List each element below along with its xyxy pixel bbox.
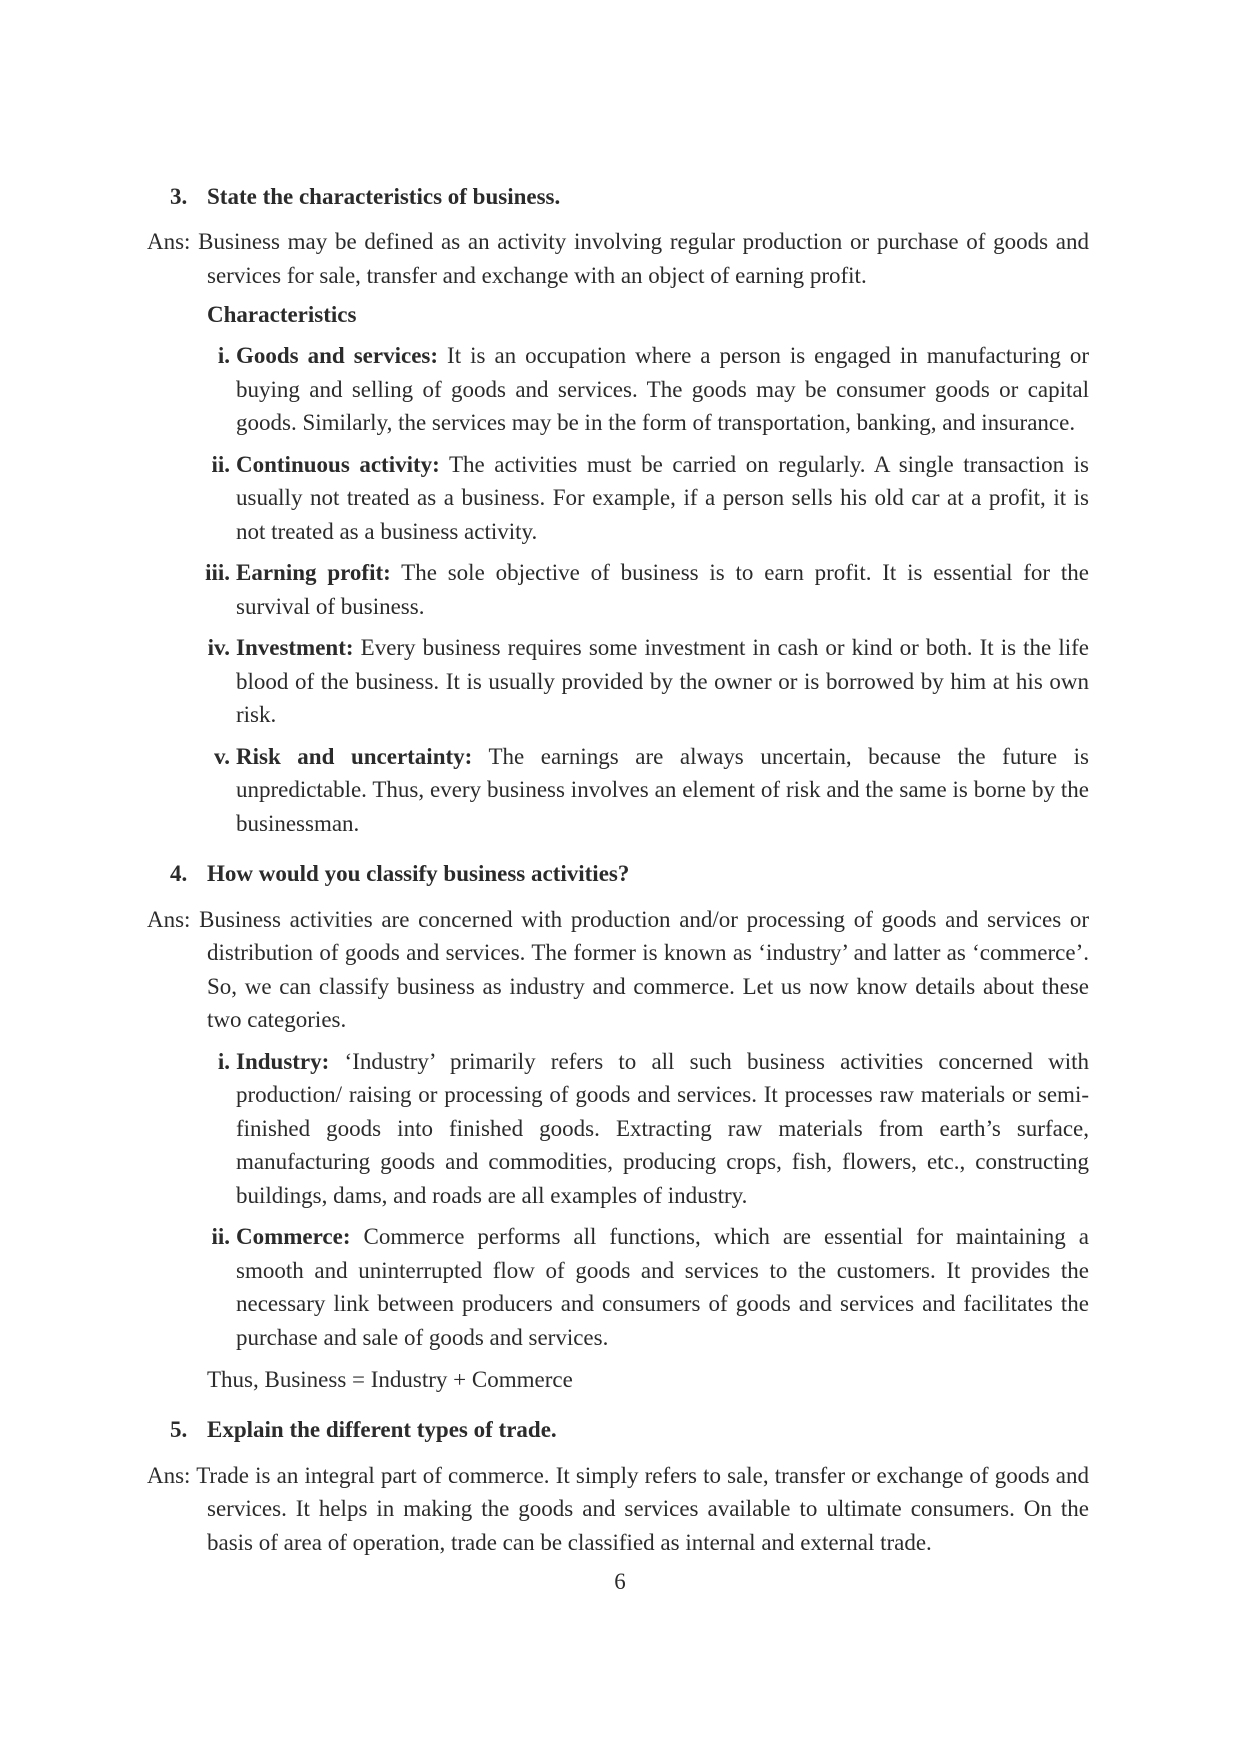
list-item-number: i. — [217, 343, 230, 368]
question-heading — [170, 1413, 1089, 1447]
list-item-text: Commerce performs all functions, which are essential for maintaining a smooth and uninterrupted flow of goods and services to the customers. It provides the necessary link between producers and consumers of goods and services and facilitates the purchase and sale of goods and services. — [236, 1224, 1089, 1350]
answer-label: Ans: — [147, 229, 191, 254]
question-heading — [170, 180, 1089, 214]
answer-label: Ans: — [147, 1462, 191, 1488]
list-item-label: Commerce: — [236, 1224, 351, 1249]
list-item-number: iii. — [205, 560, 230, 585]
list-item-text: The sole objective of business is to earn profit. It is essential for the survival of business. — [236, 560, 1089, 619]
classification-list — [0, 1045, 1240, 1355]
question-number: 3. — [170, 184, 188, 209]
list-item-label: Industry: — [236, 1048, 330, 1074]
list-item — [207, 631, 1090, 732]
question-number: 4. — [170, 860, 188, 886]
list-item-text: It is an occupation where a person is engaged in manufacturing or buying and selling of goods and services. The goods may be consumer goods or capital goods. Similarly, the services may be in the form of transportation, banking, and insurance. — [236, 343, 1090, 435]
answer-text: Business activities are concerned with production and/or processing of goods and services or distribution of goods and services. The former is known as ‘industry’ and latter as ‘commerce’. So, we can classify business as industry and commerce. Let us now know details about these two categories. — [199, 906, 1089, 1032]
question-number: 5. — [170, 1416, 188, 1442]
list-item-text: ‘Industry’ primarily refers to all such business activities concerned with production/ raising or processing of goods and services. It processes raw materials or semi-finished goods into finished goods. Extracting raw materials from earth’s surface, manufacturing goods and commodities, producing crops, fish, flowers, etc., constructing buildings, dams, and roads are all examples of industry. — [236, 1048, 1090, 1208]
list-item — [205, 556, 1089, 623]
list-item-number: ii. — [211, 1224, 230, 1249]
answer-paragraph — [147, 1459, 1090, 1560]
answer-text: Business may be defined as an activity involving regular production or purchase of goods and services for sale, transfer and exchange with an object of earning profit. — [198, 229, 1089, 288]
answer-text: Trade is an integral part of commerce. It simply refers to sale, transfer or exchange of goods and services. It helps in making the goods and services available to ultimate consumers. On the basis of area of operation, trade can be classified as internal and external trade. — [196, 1462, 1090, 1555]
question-text: Explain the different types of trade. — [207, 1416, 557, 1442]
list-item-text: The earnings are always uncertain, because the future is unpredictable. Thus, every business involves an element of risk and the same is borne by the businessman. — [236, 743, 1089, 836]
list-item — [217, 1045, 1090, 1213]
characteristics-list — [0, 339, 1240, 840]
list-item — [211, 1220, 1089, 1354]
answer-paragraph — [147, 225, 1089, 292]
question-text: State the characteristics of business. — [207, 184, 561, 209]
list-item — [217, 339, 1090, 440]
list-item-label: Continuous activity: — [236, 451, 440, 477]
list-item-text: The activities must be carried on regularly. A single transaction is usually not treated as a business. For example, if a person sells his old car at a profit, it is not treated as a business activity. — [236, 451, 1089, 544]
list-item-number: iv. — [207, 635, 230, 660]
subheading: Characteristics — [207, 301, 357, 327]
list-item — [214, 740, 1089, 841]
question-heading — [170, 857, 1089, 891]
answer-paragraph — [147, 903, 1089, 1037]
list-item-label: Earning profit: — [236, 560, 391, 585]
list-item-number: ii. — [211, 451, 230, 477]
list-item-label: Risk and uncertainty: — [236, 743, 473, 769]
page-number: 6 — [614, 1568, 626, 1594]
list-item — [211, 448, 1089, 549]
answer-label: Ans: — [147, 906, 191, 932]
list-item-label: Goods and services: — [236, 343, 439, 368]
page-content — [0, 180, 1240, 1598]
list-item-label: Investment: — [236, 635, 354, 660]
question-text: How would you classify business activities? — [207, 860, 630, 886]
list-item-number: i. — [217, 1048, 230, 1074]
conclusion-equation: Thus, Business = Industry + Commerce — [207, 1366, 573, 1392]
list-item-text: Every business requires some investment in cash or kind or both. It is the life blood of the business. It is usually provided by the owner or is borrowed by him at his own risk. — [236, 635, 1090, 727]
list-item-number: v. — [214, 743, 230, 769]
